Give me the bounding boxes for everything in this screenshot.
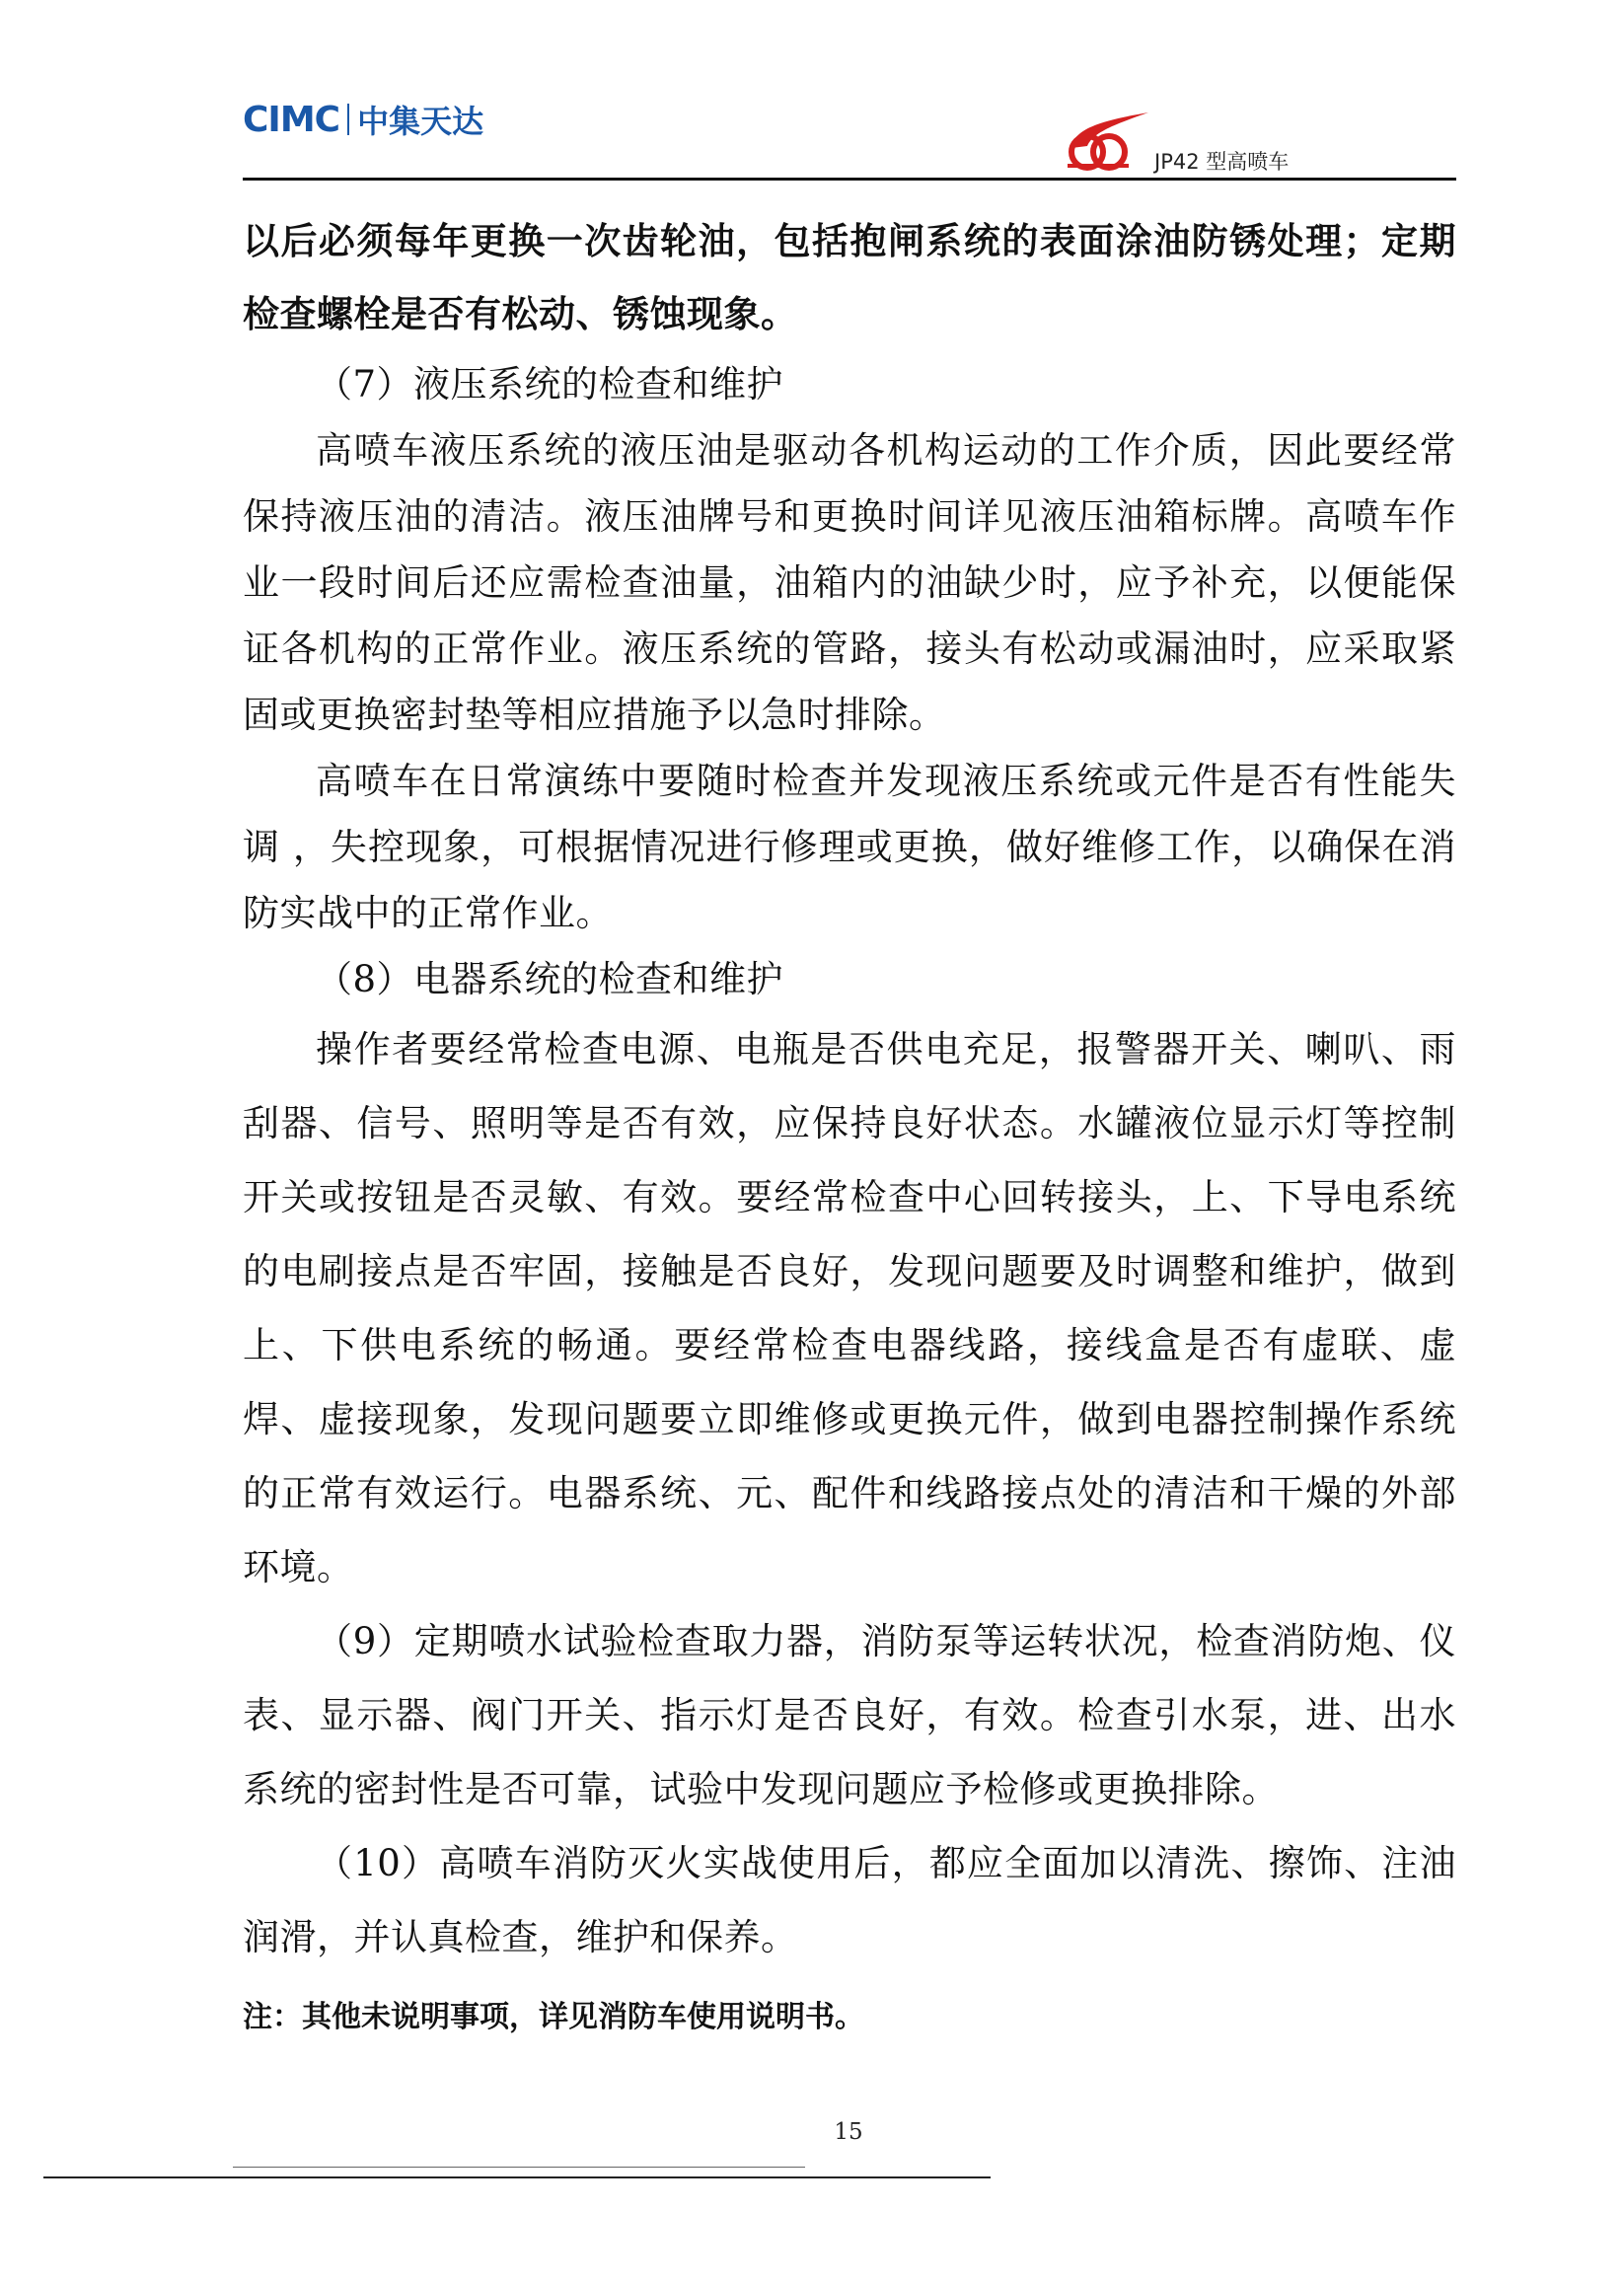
intro-bold-paragraph: 以后必须每年更换一次齿轮油，包括抱闸系统的表面涂油防锈处理；定期检查螺栓是否有松动、锈蚀现象。	[243, 220, 1456, 335]
section-9-paragraph: （9）定期喷水试验检查取力器，消防泵等运转状况，检查消防炮、仪表、显示器、阀门开关、指示灯是否良好，有效。检查引水泵，进、出水系统的密封性是否可靠，试验中发现问题应予检修或更换排除。	[243, 1620, 1456, 1810]
header-divider	[243, 178, 1456, 181]
section-7-paragraph-2: 高喷车在日常演练中要随时检查并发现液压系统或元件是否有性能失调 ，失控现象，可根据情况进行修理或更换，做好维修工作，以确保在消防实战中的正常作业。	[243, 760, 1456, 934]
document-body	[243, 205, 1456, 2077]
header-model-label: JP42 型高喷车	[1154, 150, 1290, 174]
page-number: 15	[834, 2119, 863, 2145]
footer-thin-rule	[233, 2167, 805, 2168]
logo-divider	[347, 104, 349, 135]
footnote: 注：其他未说明事项，详见消防车使用说明书。	[243, 2000, 864, 2034]
logo-latin-text: CIMC	[243, 99, 340, 140]
company-emblem-icon	[1064, 109, 1152, 172]
section-7-heading: （7）液压系统的检查和维护	[316, 363, 784, 405]
section-10-paragraph: （10）高喷车消防灭火实战使用后，都应全面加以清洗、擦饰、注油润滑，并认真检查，维护和保养。	[243, 1842, 1456, 1958]
logo-chinese-text: 中集天达	[357, 103, 484, 140]
section-8-paragraph: 操作者要经常检查电源、电瓶是否供电充足，报警器开关、喇叭、雨刮器、信号、照明等是否有效，应保持良好状态。水罐液位显示灯等控制开关或按钮是否灵敏、有效。要经常检查中心回转接头，上、下导电系统的电刷接点是否牢固，接触是否良好，发现问题要及时调整和维护，做到上、下供电系统的畅通。要经常检查电器线路，接线盒是否有虚联、虚焊、虚接现象，发现问题要立即维修或更换元件，做到电器控制操作系统的正常有效运行。电器系统、元、配件和线路接点处的清洁和干燥的外部环境。	[243, 1028, 1456, 1588]
cimc-logo	[243, 97, 483, 142]
footer-rule	[43, 2176, 991, 2178]
section-7-paragraph-1: 高喷车液压系统的液压油是驱动各机构运动的工作介质，因此要经常保持液压油的清洁。液压油牌号和更换时间详见液压油箱标牌。高喷车作业一段时间后还应需检查油量，油箱内的油缺少时，应予补充，以便能保证各机构的正常作业。液压系统的管路，接头有松动或漏油时，应采取紧固或更换密封垫等相应措施予以急时排除。	[243, 429, 1456, 736]
section-8-heading: （8）电器系统的检查和维护	[316, 958, 784, 1000]
